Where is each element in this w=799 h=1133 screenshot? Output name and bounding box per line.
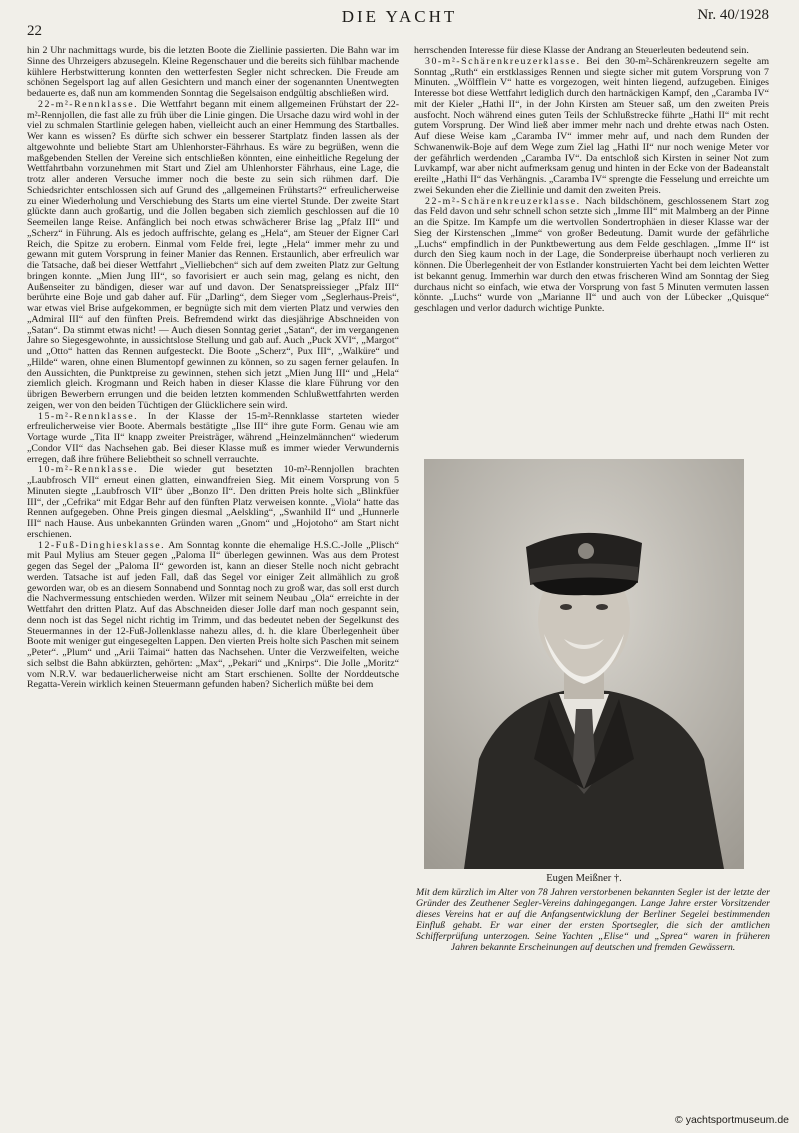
article-paragraph (27, 412, 399, 466)
photo-caption-name: Eugen Meißner †. (546, 873, 622, 884)
magazine-title: DIE YACHT (341, 7, 458, 26)
class-heading: 30-m²-Schärenkreuzerklasse. (425, 55, 581, 67)
continued-paragraph (27, 46, 399, 100)
issue-number: Nr. 40/1928 (697, 7, 769, 23)
portrait-photo (424, 459, 744, 869)
left-column (27, 46, 399, 691)
photo-caption-text (416, 888, 770, 953)
photo-caption-paragraph: Mit dem kürzlich im Alter von 78 Jahren verstorbenen bekannten Segler ist der letzte der Gründer des Zeuthener Segler-Vereins dahingegangen. Lange Jahre erster Vorsitzender dieses Vereins hat er auf die Anfangsentwicklung der Berliner Segelei bestimmenden Einfluß gehabt. Er war einer der ersten Sportsegler, die sich der amtlichen Schifferprüfung unterzogen. Seine Yachten „Elise“ und „Sprea“ waren in früheren Jahren bekannte Erscheinungen auf deutschen und fremden Gewässern. (416, 887, 770, 953)
paragraph-text: Bei den 30-m²-Schärenkreuzern segelte am Sonntag „Ruth“ ein erstklassiges Rennen und siegte sicher mit gutem Vorsprung von 7 Minuten. „Wölfflein V“ hatte es vorgezogen, weit hinten liegend, aufzugeben. Einiges Interesse bot diese Wettfahrt lediglich durch den hartnäckigen Kampf, den „Caramba IV“ mit der Kieler „Hathi II“, in der John Kirsten am Steuer saß, um den zweiten Preis ausfocht. Noch während eines guten Teils der Schlußstrecke führte „Hathi II“ mit recht gutem Vorsprung. Der Wind ließ aber immer mehr nach und drehte etwas nach Osten. Auf diese Weise kam „Caramba IV“ immer mehr auf, und nach dem Runden der Schwanenwik-Boje auf dem Wege zum Ziel lag „Hathi II“ nur noch wenige Meter vor der gefährlich werdenden „Caramba IV“. Da entschloß sich Kirsten in seiner Not zum Luvkampf, war aber nicht aufmerksam genug und hinten in der Ecke von der Badeanstalt ereilte „Hathi II“ das Verhängnis. „Caramba IV“ sprengte die Fesselung und erreichte um zwei Sekunden eher die Ziellinie und damit den zweiten Preis. (414, 55, 769, 196)
article-paragraph (27, 465, 399, 540)
paragraph-text: Die wieder gut besetzten 10-m²-Rennjollen brachten „Laubfrosch VII“ erneut einen glatten, einwandfreien Sieg. Mit einem Vorsprung von 5 Minuten siegte „Laubfrosch VII“ über „Bonzo II“. Den dritten Preis holte sich „Blinkfüer III“, der „Cefrika“ mit Edgar Behr auf den fünften Platz verweisen konnte. „Viola“ hatte das Rennen aufgegeben. Ohne Preis gingen diesmal „Aelskling“, „Swanhild II“ und „Hunnerle III“ nach Hause. Aus unbekannten Gründen waren „Gnom“ und „Hojotoho“ am Start nicht erschienen. (27, 464, 400, 540)
class-heading: 10-m²-Rennklasse. (38, 464, 139, 476)
paragraph-text: herrschenden Interesse für diese Klasse der Andrang an Steuerleuten bedeutend sein. (414, 45, 749, 56)
paragraph-text: Am Sonntag konnte die ehemalige H.S.C.-Jolle „Plisch“ mit Paul Mylius am Steuer gegen „Paloma II“ überlegen gewinnen. Was aus dem Protest gegen das Segel der „Paloma II“ geworden ist, kann an dieser Stelle noch nicht gebracht werden. Tatsache ist auf jeden Fall, daß das Segel vor einiger Zeit allmählich zu groß geworden war, ob es an diesem Sonnabend und Sonntag noch zu groß war, das soll erst durch die Nachvermessung entschieden werden. Wilzer mit seinem Neubau „Ola“ erreichte in der Wettfahrt den dritten Platz. Auf das Abschneiden dieser Jolle darf man noch gespannt sein, denn noch ist das Segel nicht richtig im Trimm, und das bedeutet neben der Segelkunst des Steuermannes in der 12-Fuß-Jollenklasse nahezu alles, d. h. die klare Überlegenheit über Boote mit weniger gut eingesegelten Lappen. Den vierten Preis holte sich Paschen mit seinem „Peter“. „Plum“ und „Arii Taimai“ hatten das Nachsehen. Unter die Verzweifelten, weiche sich selbst die Bahn abkürzten, gehörten: „Max“, „Pekari“ und „Knirps“. Die Jolle „Moritz“ vom N.R.V. war bedauerlicherweise nicht am Start erschienen. Sollte der Norddeutsche Regatta-Verein wirklich keinen Steuermann gefunden haben? Sicherlich müßte bei dem (27, 539, 399, 691)
class-heading: 22-m²-Schärenkreuzerklasse. (425, 195, 581, 207)
right-column (414, 46, 769, 315)
article-paragraph (414, 57, 769, 197)
class-heading: 15-m²-Rennklasse. (38, 410, 139, 422)
paragraph-text: Die Wettfahrt begann mit einem allgemeinen Frühstart der 22-m²-Rennjollen, die fast alle zu früh über die Linie gingen. Die Ursache dazu wird wohl in der viel zu schmalen Startlinie gelegen haben, vielleicht auch an einer Hemmung des Startballes. Wer kann es wissen? Es dürfte sich schwer ein besserer Startplatz finden lassen als der altgewohnte und beliebte Start am Uhlenhorster-Fährhaus. Es wäre zu begrüßen, wenn die maßgebenden Stellen der Vereine sich entschließen könnten, eine einheitliche Regelung der Wettfahrtbahn vorzunehmen mit Start und Ziel am Uhlenhorster Fährhaus, eine Lage, die trotz aller anderen Versuche immer noch die beste zu sein sich rühmen darf. Die Schiedsrichter entschlossen sich auf Grund des „allgemeinen Frühstarts?“ erfreulicherweise zu einer Wiederholung und Verschiebung des Starts um eine viertel Stunde. Der zweite Start glückte dann auch großartig, und die Jollen begaben sich ziemlich geschlossen auf die 10 Seemeilen lange Reise. Anfänglich bei noch etwas schwächerer Brise lag „Pfalz III“ und „Scherz“ in Führung. Als es jedoch auffrischte, gelang es „Hela“, am Steuer der Eigner Carl Reich, die Spitze zu erobern. Einmal vom Felde frei, legte „Hela“ immer mehr zu und gewann mit gutem Vorsprung in feiner Manier das Rennen. Erstaunlich, aber erfreulich war die Tatsache, daß bei dieser Wettfahrt „Vielliebchen“ sich auf dem zweiten Platz zur Geltung bringen konnte. „Mien Jung III“, so favorisiert er auch sein mag, gelang es nicht, den Außenseiter zu bändigen, dieser war auf und davon. Der Senatspreissieger „Pfalz III“ berührte eine Boje und gab daher auf. Für „Darling“, dem Sieger vom „Seglerhaus-Preis“, war etwas viel Brise aufgekommen, er begnügte sich mit dem vierten Platz und verwies den „Admiral III“ auf den fünften Preis. Befremdend wirkt das diesjährige Abschneiden von „Satan“. Da stimmt etwas nicht! — Auch diesen Sonntag geriet „Satan“, der im vergangenen Jahre so Siegesgewohnte, in aussichtslose Stellung und gab auf. Auch „Puck XVI“, „Margot“ und „Otto“ hatten das Rennen aufgesteckt. Die Boote „Scherz“, Pux III“, „Walküre“ und „Hilde“ waren, ohne einen Blumentopf gewinnen zu können, so zu sagen ferner gelaufen. In den Aussichten, die Punktpreise zu gewinnen, stehen sich jetzt „Mien Jung III“ und „Hela“ ziemlich gleich. Krogmann und Reich haben in dieser Klasse die klare Führung vor den übrigen Bewerbern errungen und die beiden letzten kommenden Schlußwettfahrten werden zeigen, wer von den beiden Tüchtigen der Glücklichere sein wird. (27, 98, 400, 411)
class-heading: 12-Fuß-Dinghiesklasse. (38, 539, 166, 551)
page-number: 22 (27, 23, 42, 39)
paragraph-text: hin 2 Uhr nachmittags wurde, bis die letzten Boote die Ziellinie passierten. Die Bahn war im Sinne des Uhrzeigers abzusegeln. Kleine Regenschauer und die bereits sich fühlbar machende kühlere Herbstwitterung konnten den wetterfesten Segler nicht schrecken. Die Freude am schönen Segelsport lag auf allen Gesichtern und manch einer der sogenannten Unentwegten bedauerte es, daß nun am kommenden Sonntag die Segelsaison endgültig abschließen wird. (27, 45, 399, 99)
paragraph-text: In der Klasse der 15-m²-Rennklasse starteten wieder erfreulicherweise vier Boote. Abermals bestätigte „Ilse III“ ihre gute Form. Genau wie am Vortage wurde „Tita II“ knapp zweiter Preisträger, während „Heinzelmännchen“ wiederum „Condor VII“ das Nachsehen gab. Bei dieser Klasse muß es immer wieder Verwundernis erregen, daß ihre frühere Beliebtheit so schnell verrauchte. (27, 410, 399, 465)
article-paragraph (27, 100, 399, 412)
article-paragraph (27, 541, 399, 692)
copyright-watermark: © yachtsportmuseum.de (675, 1114, 789, 1126)
article-paragraph (414, 197, 769, 315)
portrait-illustration (424, 459, 744, 869)
paragraph-text: Nach bildschönem, geschlossenem Start zog das Feld davon und sehr schnell schon setzte sich „Imme III“ mit Malmberg an der Pinne an die Spitze. Im Kampfe um die wertvollen Sondertrophäen in dieser Klasse war der Sieg der Kirstenschen „Imme“ von großer Bedeutung. Damit wurde der gefährliche „Luchs“ empfindlich in der Punktbewertung aus dem Felde geschlagen. „Imme II“ ist durch den Sieg kaum noch in der Lage, die Sonderpreise überhaupt noch verlieren zu können. Die Überlegenheit der von Estlander konstruierten Yacht bei dem leichten Wetter ist bekannt genug. Immerhin war durch den etwas frischeren Wind am Sonntag der Sieg durchaus nicht so einfach, wie etwa der Vorsprung von fast 5 Minuten vermuten lassen könnte. „Luchs“ wurde von „Marianne II“ und auch von der Lübecker „Quisque“ geschlagen und verlor dadurch wichtige Punkte. (414, 195, 769, 314)
class-heading: 22-m²-Rennklasse. (38, 98, 139, 110)
